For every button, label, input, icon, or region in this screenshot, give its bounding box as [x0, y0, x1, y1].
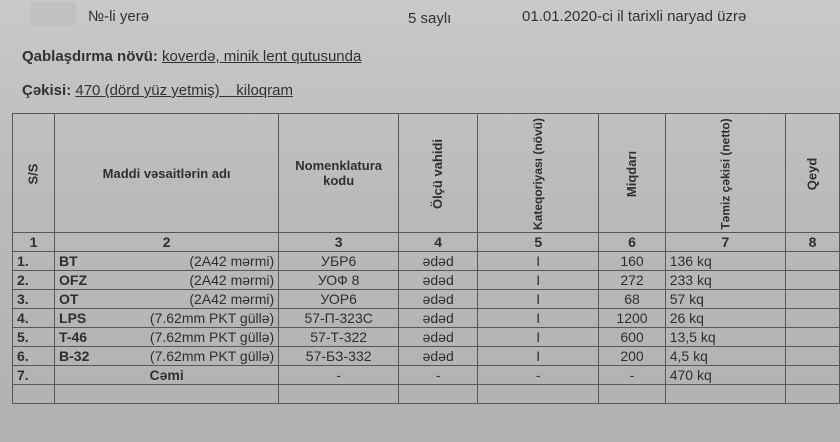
category-cell: I — [478, 252, 599, 271]
packaging-label: Qablaşdırma növü: — [22, 48, 158, 65]
empty-cell — [665, 385, 785, 404]
name-cell — [55, 328, 279, 347]
col-header-unit: Ölçü vahidi — [399, 114, 478, 233]
category-cell: I — [478, 347, 599, 366]
column-number: 5 — [478, 233, 599, 252]
unit-cell: ədəd — [399, 309, 478, 328]
nomenclature-cell: УОФ 8 — [279, 271, 399, 290]
net-weight-cell: 57 kq — [665, 290, 785, 309]
table-header-row — [13, 114, 840, 233]
weight-value: 470 (dörd yüz yetmiş) kiloqram — [75, 82, 293, 99]
item-detail: (7.62mm PKT güllə) — [149, 329, 275, 345]
note-cell — [786, 290, 840, 309]
col-header-name: Maddi vəsaitlərin adı — [55, 114, 279, 233]
ss-cell: 3. — [13, 290, 55, 309]
table-row — [13, 309, 840, 328]
quantity-cell: 68 — [599, 290, 665, 309]
category-cell: - — [478, 366, 599, 385]
column-number: 4 — [399, 233, 478, 252]
col-header-note: Qeyd — [786, 114, 840, 233]
nomenclature-cell: 57-П-323С — [279, 309, 399, 328]
name-cell: Cəmi — [55, 366, 279, 385]
ss-cell: 2. — [13, 271, 55, 290]
table-row — [13, 252, 840, 271]
table-row — [13, 271, 840, 290]
item-name: T-46 — [59, 329, 88, 345]
col-header-ss: S/S — [13, 114, 55, 233]
net-weight-cell: 233 kq — [665, 271, 785, 290]
note-cell — [786, 328, 840, 347]
ss-cell: 1. — [13, 252, 55, 271]
note-cell — [786, 309, 840, 328]
name-cell — [55, 252, 279, 271]
net-weight-cell: 13,5 kq — [665, 328, 785, 347]
note-cell — [786, 252, 840, 271]
unit-cell: - — [399, 366, 478, 385]
col-header-category: Kateqoriyası (növü) — [478, 114, 599, 233]
unit-cell: ədəd — [399, 347, 478, 366]
name-cell — [55, 290, 279, 309]
redacted-area — [30, 2, 76, 26]
net-weight-cell: 26 kq — [665, 309, 785, 328]
item-name: B-32 — [59, 348, 90, 364]
order-date-line: 01.01.2020-ci il tarixli naryad üzrə — [522, 8, 747, 25]
document-count: 5 saylı — [408, 10, 452, 27]
unit-cell: ədəd — [399, 328, 478, 347]
empty-cell — [599, 385, 665, 404]
unit-cell: ədəd — [399, 290, 478, 309]
total-row — [13, 366, 840, 385]
column-number: 7 — [665, 233, 785, 252]
item-name: BT — [59, 253, 78, 269]
quantity-cell: 600 — [599, 328, 665, 347]
inventory-table — [12, 113, 840, 404]
quantity-cell: 200 — [599, 347, 665, 366]
ss-cell: 5. — [13, 328, 55, 347]
table-row — [13, 347, 840, 366]
net-weight-cell: 470 kq — [665, 366, 785, 385]
weight-label: Çəkisi: — [22, 82, 72, 99]
item-name: LPS — [59, 310, 87, 326]
name-cell — [55, 309, 279, 328]
packaging-value: koverdə, minik lent qutusunda — [162, 48, 362, 65]
item-detail: (2A42 mərmi) — [189, 253, 275, 269]
category-cell: I — [478, 290, 599, 309]
quantity-cell: 160 — [599, 252, 665, 271]
item-detail: (2A42 mərmi) — [189, 272, 275, 288]
category-cell: I — [478, 309, 599, 328]
item-detail: (7.62mm PKT güllə) — [149, 348, 275, 364]
col-header-net-weight: Təmiz çəkisi (netto) — [665, 114, 785, 233]
column-number: 2 — [55, 233, 279, 252]
note-cell — [786, 271, 840, 290]
empty-cell — [399, 385, 478, 404]
net-weight-cell: 136 kq — [665, 252, 785, 271]
item-name: OT — [59, 291, 79, 307]
empty-cell — [279, 385, 399, 404]
place-number-label: №-li yerə — [88, 8, 150, 25]
col-header-quantity: Miqdarı — [599, 114, 665, 233]
empty-cell — [55, 385, 279, 404]
column-number: 8 — [786, 233, 840, 252]
unit-cell: ədəd — [399, 252, 478, 271]
quantity-cell: - — [599, 366, 665, 385]
nomenclature-cell: - — [279, 366, 399, 385]
item-name: OFZ — [59, 272, 88, 288]
net-weight-cell: 4,5 kq — [665, 347, 785, 366]
nomenclature-cell: УБР6 — [279, 252, 399, 271]
ss-cell: 4. — [13, 309, 55, 328]
nomenclature-cell: 57-БЗ-332 — [279, 347, 399, 366]
nomenclature-cell: УОР6 — [279, 290, 399, 309]
col-header-nomenclature: Nomenklatura kodu — [279, 114, 399, 233]
table-row — [13, 290, 840, 309]
name-cell — [55, 271, 279, 290]
column-number-row — [13, 233, 840, 252]
ss-cell: 6. — [13, 347, 55, 366]
unit-cell: ədəd — [399, 271, 478, 290]
column-number: 6 — [599, 233, 665, 252]
name-cell — [55, 347, 279, 366]
nomenclature-cell: 57-Т-322 — [279, 328, 399, 347]
category-cell: I — [478, 328, 599, 347]
table-row — [13, 328, 840, 347]
empty-row — [13, 385, 840, 404]
item-detail: (7.62mm PKT güllə) — [149, 310, 275, 326]
note-cell — [786, 347, 840, 366]
category-cell: I — [478, 271, 599, 290]
note-cell — [786, 366, 840, 385]
quantity-cell: 1200 — [599, 309, 665, 328]
column-number: 3 — [279, 233, 399, 252]
quantity-cell: 272 — [599, 271, 665, 290]
item-detail: (2A42 mərmi) — [189, 291, 275, 307]
packaging-line — [22, 48, 361, 65]
ss-cell: 7. — [13, 366, 55, 385]
empty-cell — [13, 385, 55, 404]
empty-cell — [786, 385, 840, 404]
empty-cell — [478, 385, 599, 404]
column-number: 1 — [13, 233, 55, 252]
weight-line — [22, 82, 293, 99]
